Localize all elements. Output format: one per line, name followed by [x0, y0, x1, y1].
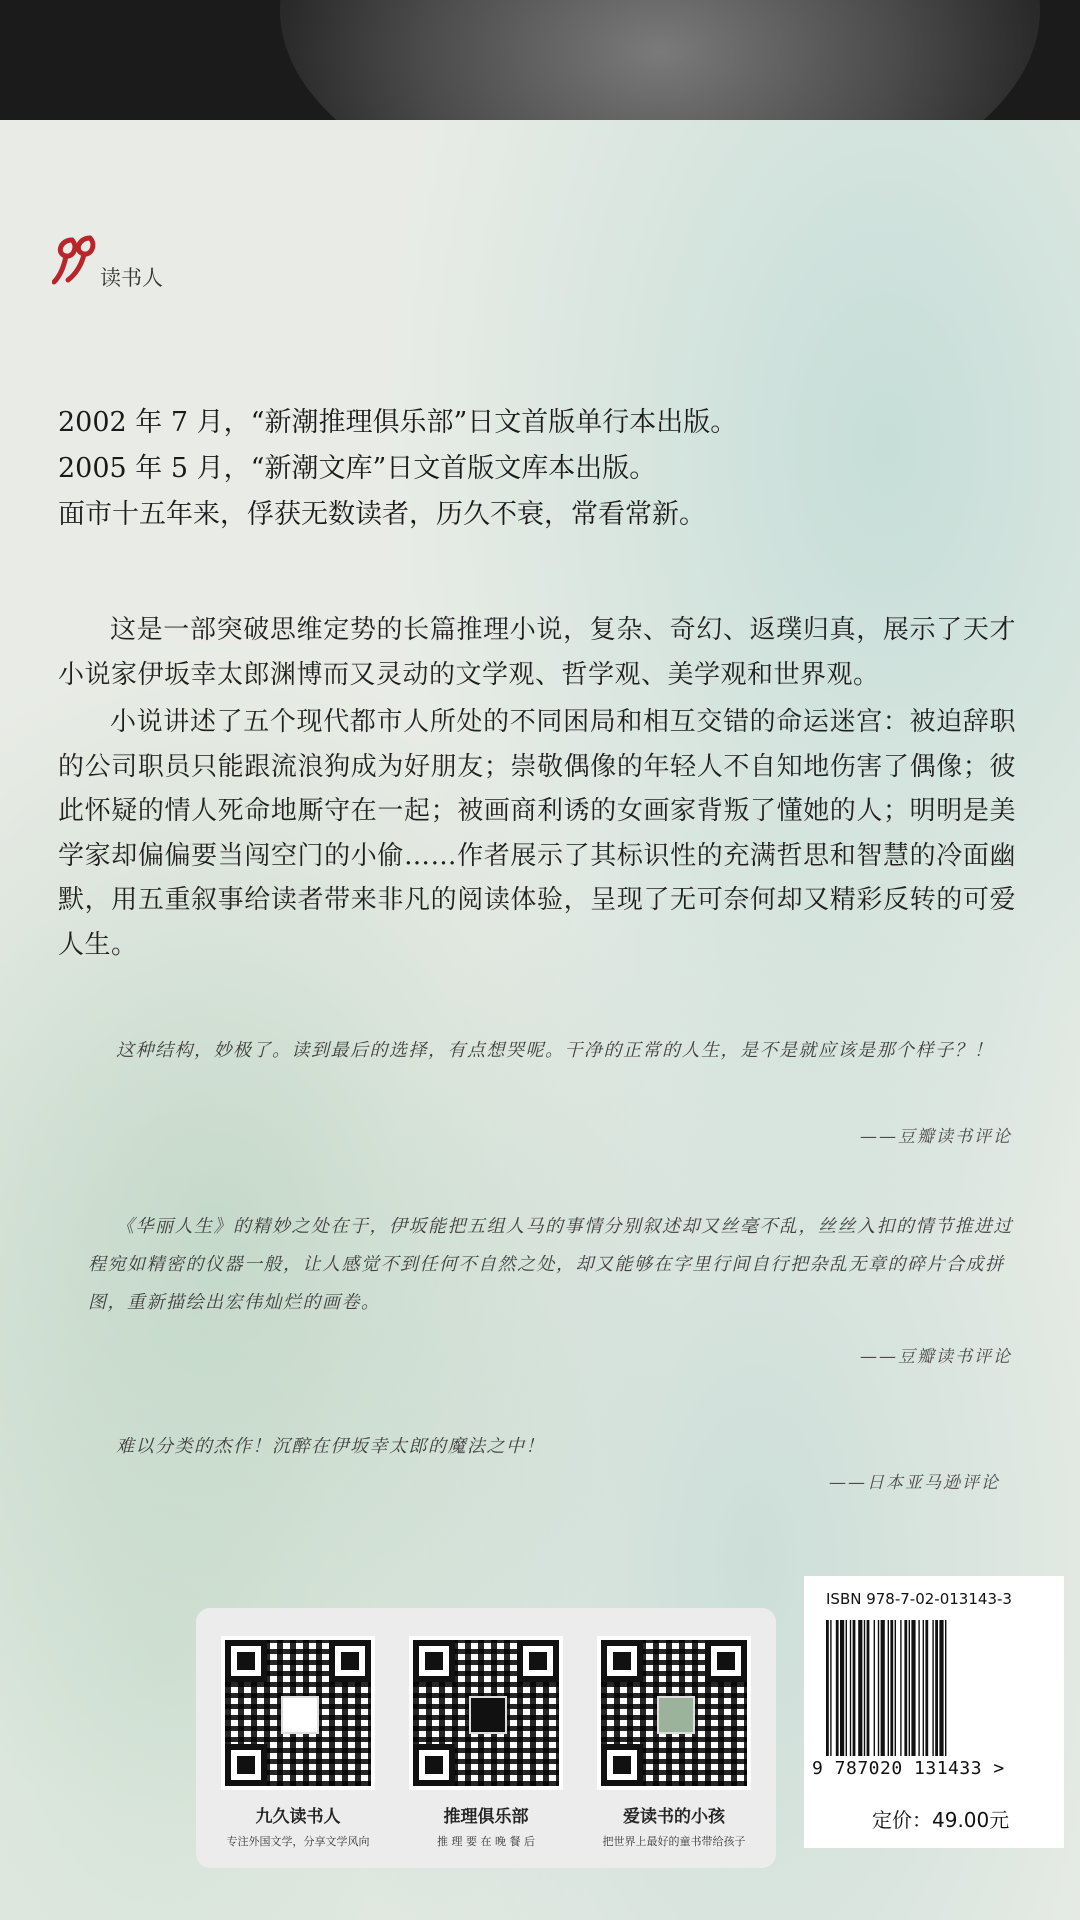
review-source: ——豆瓣读书评论 [860, 1127, 1012, 1147]
synopsis-paragraph: 这是一部突破思维定势的长篇推理小说，复杂、奇幻、返璞归真，展示了天才小说家伊坂幸太郎渊博而又灵动的文学观、哲学观、美学观和世界观。 [58, 615, 1016, 690]
review-text: 这种结构，妙极了。读到最后的选择，有点想哭呢。干净的正常的人生，是不是就应该是那个样子？！ [116, 1040, 994, 1061]
barcode-panel [804, 1576, 1064, 1848]
review-source: ——日本亚马逊评论 [829, 1473, 1000, 1493]
review-text: 难以分类的杰作！沉醉在伊坂幸太郎的魔法之中！ [116, 1436, 545, 1457]
qr-code-icon [597, 1636, 751, 1790]
qr-code-icon [221, 1636, 375, 1790]
club-logo-icon [469, 1696, 507, 1734]
barcode-icon [826, 1620, 1038, 1756]
intro-line: 2002 年 7 月，“新潮推理俱乐部”日文首版单行本出版。 [58, 407, 738, 438]
qr-code-panel [196, 1608, 776, 1868]
qr-title: 推理俱乐部 [443, 1807, 529, 1827]
ninety-nine-logo-icon [52, 232, 102, 288]
qr-block [406, 1636, 566, 1849]
price-label: 定价：49.00元 [872, 1808, 1010, 1832]
qr-block [594, 1636, 754, 1849]
qr-subtitle: 专注外国文学，分享文学风向 [226, 1835, 370, 1848]
qr-code-icon [409, 1636, 563, 1790]
child-avatar-icon [657, 1696, 695, 1734]
review-text: 《华丽人生》的精妙之处在于，伊坂能把五组人马的事情分别叙述却又丝毫不乱，丝丝入扣的情节推进过程宛如精密的仪器一般，让人感觉不到任何不自然之处，却又能够在字里行间自行把杂乱无章的碎片合成拼图，重新描绘出宏伟灿烂的画卷。 [88, 1216, 1013, 1313]
ean-number: 9 787020 131433 > [812, 1758, 1005, 1779]
isbn-number: ISBN 978-7-02-013143-3 [826, 1590, 1012, 1608]
qr-title: 九久读书人 [255, 1807, 341, 1827]
review-source: ——豆瓣读书评论 [860, 1347, 1012, 1367]
qr-subtitle: 推 理 要 在 晚 餐 后 [437, 1835, 535, 1848]
intro-line: 2005 年 5 月，“新潮文库”日文首版文库本出版。 [58, 453, 657, 484]
intro-line: 面市十五年来，俘获无数读者，历久不衰，常看常新。 [58, 499, 706, 530]
qr-block [218, 1636, 378, 1849]
qr-title: 爱读书的小孩 [623, 1807, 725, 1827]
synopsis-paragraph: 小说讲述了五个现代都市人所处的不同困局和相互交错的命运迷宫：被迫辞职的公司职员只能跟流浪狗成为好朋友；崇敬偶像的年轻人不自知地伤害了偶像；彼此怀疑的情人死命地厮守在一起；被画商利诱的女画家背叛了懂她的人；明明是美学家却偏偏要当闯空门的小偷……作者展示了其标识性的充满哲思和智慧的冷面幽默，用五重叙事给读者带来非凡的阅读体验，呈现了无可奈何却又精彩反转的可爱人生。 [58, 707, 1016, 960]
qr-subtitle: 把世界上最好的童书带给孩子 [602, 1835, 746, 1848]
ninety-nine-logo-icon [281, 1696, 319, 1734]
publisher-name: 读书人 [100, 266, 163, 290]
publication-history [58, 400, 1038, 538]
